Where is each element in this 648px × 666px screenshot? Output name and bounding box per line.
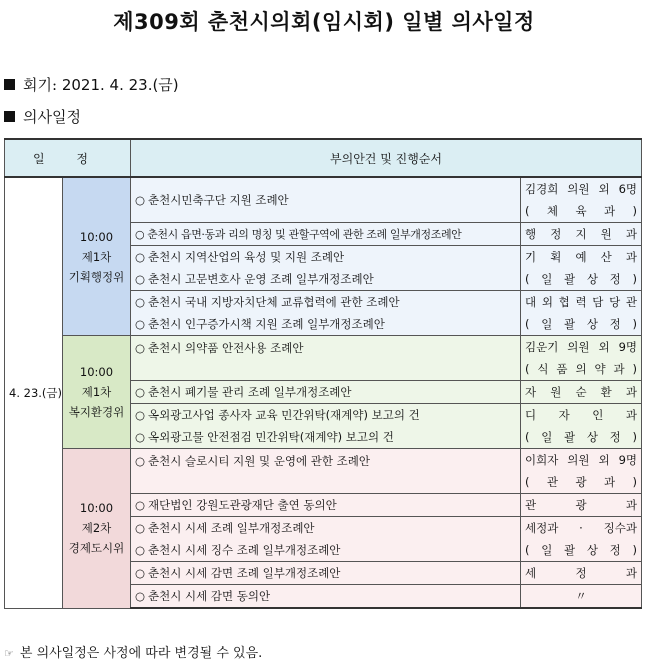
document-title: 제309회 춘천시의회(임시회) 일별 의사일정 — [113, 10, 535, 34]
square-bullet-icon — [4, 79, 15, 90]
section-label: 의사일정 — [23, 108, 81, 126]
date-cell: 4. 23.(금) — [5, 177, 63, 608]
meeting-period — [4, 74, 179, 95]
responsible-cell: 김경희 의원 외 6명 ( 체 육 과 ) — [521, 177, 642, 223]
header-agenda: 부의안건 및 진행순서 — [131, 139, 642, 177]
header-date: 일 정 — [5, 139, 131, 177]
table-row — [5, 336, 642, 381]
agenda-item: ○ 춘천시 슬로시티 지원 및 운영에 관한 조례안 — [131, 449, 521, 494]
agenda-item: ○ 춘천시민축구단 지원 조례안 — [131, 177, 521, 223]
agenda-item: ○ 춘천시 시세 감면 조례 일부개정조례안 — [131, 562, 521, 585]
agenda-item: ○ 춘천시 시세 조례 일부개정조례안 — [131, 517, 521, 540]
schedule-table — [4, 138, 642, 609]
responsible-cell: 이희자 의원 외 9명 ( 관 광 과 ) — [521, 449, 642, 494]
responsible-cell: 세 정 과 — [521, 562, 642, 585]
agenda-item: ○ 옥외광고사업 종사자 교육 민간위탁(재계약) 보고의 건 — [131, 404, 521, 427]
session-cell-1: 10:00 제1차 기획행정위 — [63, 177, 131, 336]
agenda-item: ○ 춘천시 의약품 안전사용 조례안 — [131, 336, 521, 381]
responsible-cell: 행 정 지 원 과 — [521, 223, 642, 246]
session-cell-2: 10:00 제1차 복지환경위 — [63, 336, 131, 449]
responsible-cell: 관 광 과 — [521, 494, 642, 517]
responsible-cell: 자 원 순 환 과 — [521, 381, 642, 404]
agenda-item: ○ 춘천시 인구증가시책 지원 조례 일부개정조례안 — [131, 313, 521, 336]
responsible-cell: 대 외 협 력 담 당 관 ( 일 괄 상 정 ) — [521, 291, 642, 336]
pointing-hand-icon: ☞ — [4, 647, 14, 660]
agenda-item: ○ 재단법인 강원도관광재단 출연 동의안 — [131, 494, 521, 517]
section-heading — [4, 106, 81, 127]
agenda-item: ○ 옥외광고물 안전점검 민간위탁(재계약) 보고의 건 — [131, 426, 521, 449]
footnote — [4, 642, 262, 661]
session-cell-3: 10:00 제2차 경제도시위 — [63, 449, 131, 609]
agenda-item: ○ 춘천시 시세 징수 조례 일부개정조례안 — [131, 539, 521, 562]
agenda-item: ○ 춘천시 읍면·동과 리의 명칭 및 관할구역에 관한 조례 일부개정조례안 — [131, 223, 521, 246]
meeting-period-date: 2021. 4. 23.(금) — [61, 76, 179, 94]
responsible-cell: 디 자 인 과 ( 일 괄 상 정 ) — [521, 404, 642, 449]
responsible-cell: 김운기 의원 외 9명 ( 식 품 의 약 과 ) — [521, 336, 642, 381]
responsible-cell: 기 획 예 산 과 ( 일 괄 상 정 ) — [521, 246, 642, 291]
agenda-item: ○ 춘천시 고문변호사 운영 조례 일부개정조례안 — [131, 268, 521, 291]
agenda-item: ○ 춘천시 시세 감면 동의안 — [131, 585, 521, 609]
circle-bullet-icon: ○ — [135, 193, 146, 207]
agenda-item: ○ 춘천시 폐기물 관리 조례 일부개정조례안 — [131, 381, 521, 404]
responsible-cell: 〃 — [521, 585, 642, 609]
agenda-item: ○ 춘천시 국내 지방자치단체 교류협력에 관한 조례안 — [131, 291, 521, 314]
meeting-period-label: 회기: — [23, 76, 62, 94]
table-header-row — [5, 139, 642, 177]
table-row — [5, 449, 642, 494]
table-row — [5, 177, 642, 223]
responsible-cell: 세정과 · 징수과 ( 일 괄 상 정 ) — [521, 517, 642, 562]
agenda-item: ○ 춘천시 지역산업의 육성 및 지원 조례안 — [131, 246, 521, 269]
footnote-text: 본 의사일정은 사정에 따라 변경될 수 있음. — [19, 646, 263, 661]
square-bullet-icon — [4, 111, 15, 122]
